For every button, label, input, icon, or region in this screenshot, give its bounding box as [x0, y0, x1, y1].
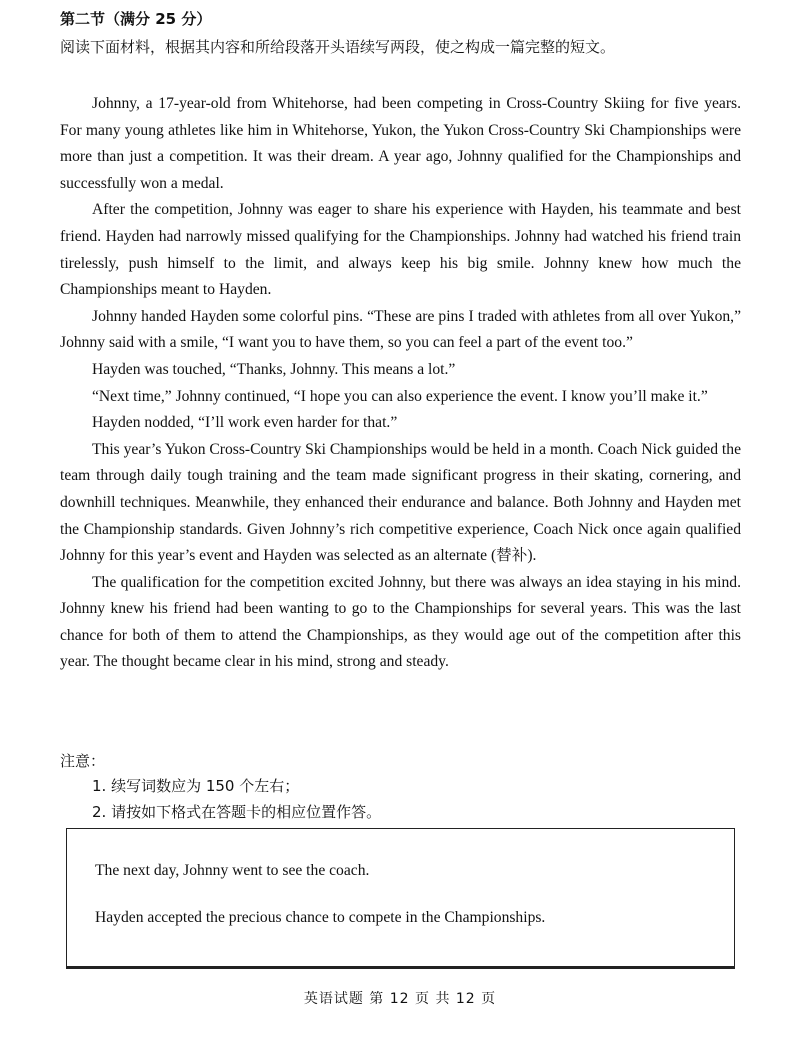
passage-paragraph: This year’s Yukon Cross-Country Ski Championships would be held in a month. Coach Nick guided the team through daily tough training and the team made significant progress in their skating, cornering, and downhill techniques. Meanwhile, they enhanced their endurance and balance. Both Johnny and Hayden met the Championship standards. Given Johnny’s rich competitive experience, Coach Nick once again qualified Johnny for this year’s event and Hayden was selected as an alternate (替补).	[60, 440, 741, 565]
notes-heading: 注意：	[60, 752, 106, 770]
page-footer: 英语试题 第 12 页 共 12 页	[303, 991, 497, 1007]
passage-paragraph: Johnny handed Hayden some colorful pins. “These are pins I traded with athletes from all over Yukon,” Johnny said with a smile, “I want you to have them, so you can feel a part of the event too.”	[60, 307, 741, 352]
passage-paragraph: The qualification for the competition excited Johnny, but there was always an idea staying in his mind. Johnny knew his friend had been wanting to go to the Championships for several years. This was the last chance for both of them to attend the Championships, as they would age out of the competition after this year. The thought became clear in his mind, strong and steady.	[60, 573, 741, 671]
note-item: 1. 续写词数应为 150 个左右；	[92, 777, 300, 795]
passage-paragraph: Hayden nodded, “I’ll work even harder for that.”	[92, 414, 398, 432]
reading-passage	[60, 91, 741, 676]
passage-paragraph: Hayden was touched, “Thanks, Johnny. This means a lot.”	[92, 360, 456, 378]
answer-format-box	[66, 828, 735, 969]
paragraph-opening-1: The next day, Johnny went to see the coach.	[95, 862, 370, 879]
section-instruction: 阅读下面材料，根据其内容和所给段落开头语续写两段，使之构成一篇完整的短文。	[60, 38, 616, 56]
passage-paragraph: “Next time,” Johnny continued, “I hope you can also experience the event. I know you’ll make it.”	[92, 387, 708, 405]
passage-paragraph: After the competition, Johnny was eager to share his experience with Hayden, his teammate and best friend. Hayden had narrowly missed qualifying for the Championships. Johnny had watched his friend train tirelessly, push himself to the limit, and always keep his big smile. Johnny knew how much the Championships meant to Hayden.	[60, 201, 741, 299]
section-title: 第二节（满分 25 分）	[60, 10, 212, 28]
passage-paragraph: Johnny, a 17-year-old from Whitehorse, had been competing in Cross-Country Skiing for five years. For many young athletes like him in Whitehorse, Yukon, the Yukon Cross-Country Ski Championships were more than just a competition. It was their dream. A year ago, Johnny qualified for the Championships and successfully won a medal.	[60, 95, 741, 192]
note-item: 2. 请按如下格式在答题卡的相应位置作答。	[92, 803, 382, 821]
paragraph-opening-2: Hayden accepted the precious chance to compete in the Championships.	[95, 909, 546, 926]
